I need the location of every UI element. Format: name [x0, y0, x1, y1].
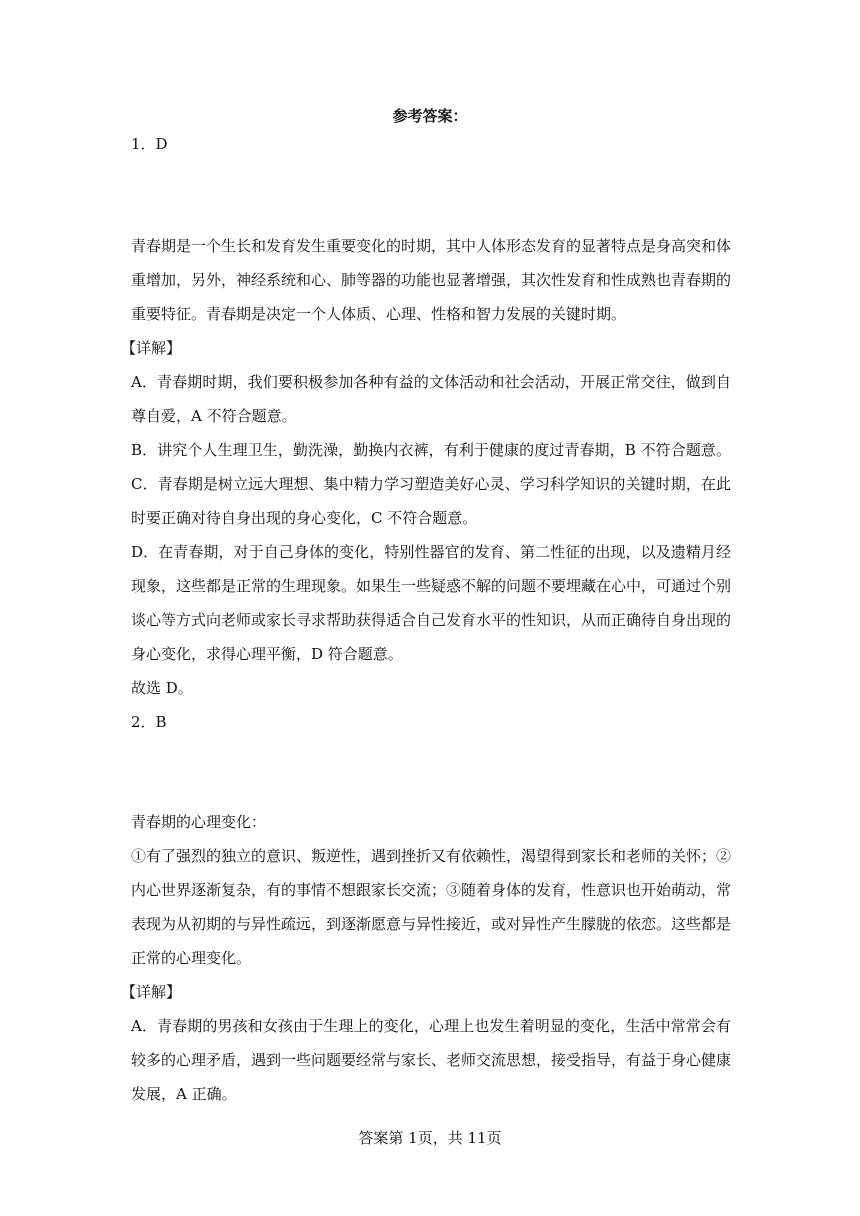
detail-line: 发展，A 正确。 [131, 1085, 237, 1103]
detail-line: 谈心等方式向老师或家长寻求帮助获得适合自己发育水平的性知识，从而正确待自身出现的 [131, 611, 732, 629]
answer-label-2: 2．B [131, 713, 167, 731]
detail-line: 时要正确对待自身出现的身心变化，C 不符合题意。 [131, 509, 478, 527]
analysis-line: ①有了强烈的独立的意识、叛逆性，遇到挫折又有依赖性，渴望得到家长和老师的关怀；② [131, 847, 732, 865]
conclusion-1: 故选 D。 [131, 679, 193, 697]
analysis-line: 青春期的心理变化： [131, 813, 267, 831]
analysis-line: 重要特征。青春期是决定一个人体质、心理、性格和智力发展的关键时期。 [131, 305, 627, 323]
page-title: 参考答案： [392, 107, 468, 125]
detail-line: B．讲究个人生理卫生，勤洗澡，勤换内衣裤，有利于健康的度过青春期，B 不符合题意。 [131, 441, 731, 459]
analysis-line: 内心世界逐渐复杂，有的事情不想跟家长交流；③随着身体的发育，性意识也开始萌动，常 [131, 881, 732, 899]
detail-line: 身心变化，求得心理平衡，D 符合题意。 [131, 645, 403, 663]
analysis-line: 正常的心理变化。 [131, 949, 252, 967]
analysis-line: 青春期是一个生长和发育发生重要变化的时期，其中人体形态发育的显著特点是身高突和体 [131, 237, 732, 255]
analysis-line: 重增加，另外，神经系统和心、肺等器的功能也显著增强，其次性发育和性成熟也青春期的 [131, 271, 732, 289]
detail-line: C．青春期是树立远大理想、集中精力学习塑造美好心灵、学习科学知识的关键时期，在此 [131, 475, 731, 493]
detail-line: D．在青春期，对于自己身体的变化，特别性器官的发育、第二性征的出现，以及遗精月经 [131, 543, 731, 561]
page-footer: 答案第 1页，共 11页 [358, 1129, 502, 1147]
detail-line: 较多的心理矛盾，遇到一些问题要经常与家长、老师交流思想，接受指导，有益于身心健康 [131, 1051, 732, 1069]
detail-heading-1: 【详解】 [121, 339, 182, 357]
detail-line: A．青春期的男孩和女孩由于生理上的变化，心理上也发生着明显的变化，生活中常常会有 [131, 1017, 731, 1035]
detail-line: A．青春期时期，我们要积极参加各种有益的文体活动和社会活动，开展正常交往，做到自 [131, 373, 731, 391]
analysis-line: 表现为从初期的与异性疏远，到逐渐愿意与异性接近，或对异性产生朦胧的依恋。这些都是 [131, 915, 732, 933]
detail-line: 尊自爱，A 不符合题意。 [131, 407, 297, 425]
detail-heading-2: 【详解】 [121, 983, 182, 1001]
answer-label-1: 1．D [131, 135, 168, 153]
detail-line: 现象，这些都是正常的生理现象。如果生一些疑惑不解的问题不要埋藏在心中，可通过个别 [131, 577, 732, 595]
